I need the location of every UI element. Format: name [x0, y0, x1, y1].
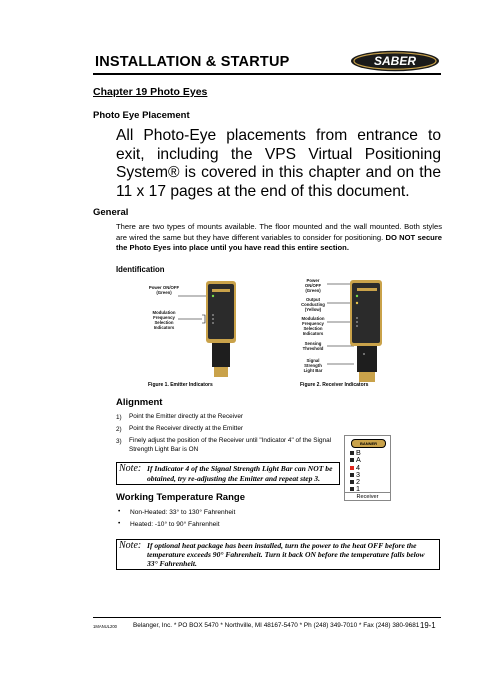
temperature-heading: Working Temperature Range: [116, 492, 245, 503]
page-header-title: INSTALLATION & STARTUP: [95, 54, 290, 70]
alignment-step-2-text: Point the Receiver directly at the Emitter: [129, 425, 244, 432]
general-text-bold: DO NOT secure the Photo Eyes into place until you have read this entire section.: [116, 232, 442, 252]
alignment-step-3-text: Finely adjust the position of the Receiver until "Indicator 4" of the Signal Strength Light Bar is ON: [129, 437, 332, 453]
receiver-label-power: Power ON/OFF (Green): [304, 278, 322, 293]
header-rule: [93, 73, 441, 75]
logo-text: SABER: [373, 54, 417, 68]
temperature-note-label: Note:: [119, 540, 142, 551]
alignment-step-2-num: 2): [116, 426, 122, 433]
emitter-photo: [176, 279, 244, 383]
receiver-label-modulation: Modulation Frequency Selection Indicators: [301, 316, 325, 336]
temperature-item-2: Heated: -10° to 90° Fahrenheit: [130, 521, 220, 528]
indicator-4: 4: [350, 464, 380, 471]
figure1-caption: Figure 1. Emitter Indicators: [148, 382, 213, 388]
receiver-label-signal: Signal Strength Light Bar: [303, 358, 323, 373]
indicator-3: 3: [350, 471, 380, 478]
general-text-normal: There are two types of mounts available. The floor mounted and the wall mounted. Both styles are wired the same but they have different variables to consider for positioning.: [116, 222, 442, 242]
general-text: [116, 222, 442, 254]
alignment-step-1-num: 1): [116, 414, 122, 421]
temperature-item-1: Non-Heated: 33° to 130° Fahrenheit: [130, 509, 236, 516]
temperature-bullet-1: •: [118, 508, 121, 515]
figure-receiver: [300, 278, 420, 388]
indicator-b: B: [350, 449, 380, 456]
footer-doc-code: 1MANUL200: [93, 624, 117, 629]
alignment-step-3-num: 3): [116, 438, 122, 445]
figure2-caption: Figure 2. Receiver Indicators: [300, 382, 369, 388]
placement-text: All Photo-Eye placements from entrance to exit, including the VPS Virtual Positioning System® is covered in this chapter and on the 11 x 17 pages at the end of this document.: [116, 127, 441, 200]
receiver-label-sensing: Sensing Threshold: [302, 341, 324, 351]
alignment-step-1-text: Point the Emitter directly at the Receiver: [129, 413, 244, 420]
banner-brand: BANNER: [351, 439, 386, 448]
indicator-1: 1: [350, 485, 380, 492]
temperature-note-text: If optional heat package has been installed, turn the power to the heat OFF before the temperature exceeds 90° Fahrenheit. Turn it back ON before the temperature falls below 33° Fahrenheit.: [147, 541, 425, 569]
receiver-photo: [324, 278, 390, 384]
footer-rule: [93, 617, 441, 618]
general-heading: General: [93, 207, 129, 218]
alignment-heading: Alignment: [116, 397, 163, 408]
footer-company: Belanger, Inc. * PO BOX 5470 * Northville, MI 48167-5470 * Ph (248) 349-7010 * Fax (248) 380-9681: [133, 622, 420, 629]
indicator-list: [350, 449, 380, 493]
alignment-note-text: If Indicator 4 of the Signal Strength Light Bar can NOT be obtained, try re-adjusting the Emitter and repeat step 3.: [147, 464, 333, 483]
footer-page-number: 19-1: [420, 621, 436, 630]
chapter-title: Chapter 19 Photo Eyes: [93, 86, 208, 98]
alignment-note: [116, 462, 340, 485]
placement-heading: Photo Eye Placement: [93, 110, 190, 121]
emitter-label-modulation: Modulation Frequency Selection Indicators: [152, 310, 176, 330]
indicator-a: A: [350, 456, 380, 463]
indicator-2: 2: [350, 478, 380, 485]
saber-logo: [350, 50, 440, 72]
emitter-label-power: Power ON/OFF (Green): [148, 285, 180, 295]
alignment-note-label: Note:: [119, 463, 142, 474]
receiver-panel-label: Receiver: [345, 492, 390, 501]
temperature-bullet-2: •: [118, 520, 121, 527]
figure-emitter: [148, 279, 268, 388]
temperature-note: [116, 539, 440, 570]
receiver-indicator-panel: [344, 435, 391, 501]
receiver-label-output: Output Conducting (Yellow): [301, 297, 325, 312]
identification-heading: Identification: [116, 265, 165, 274]
